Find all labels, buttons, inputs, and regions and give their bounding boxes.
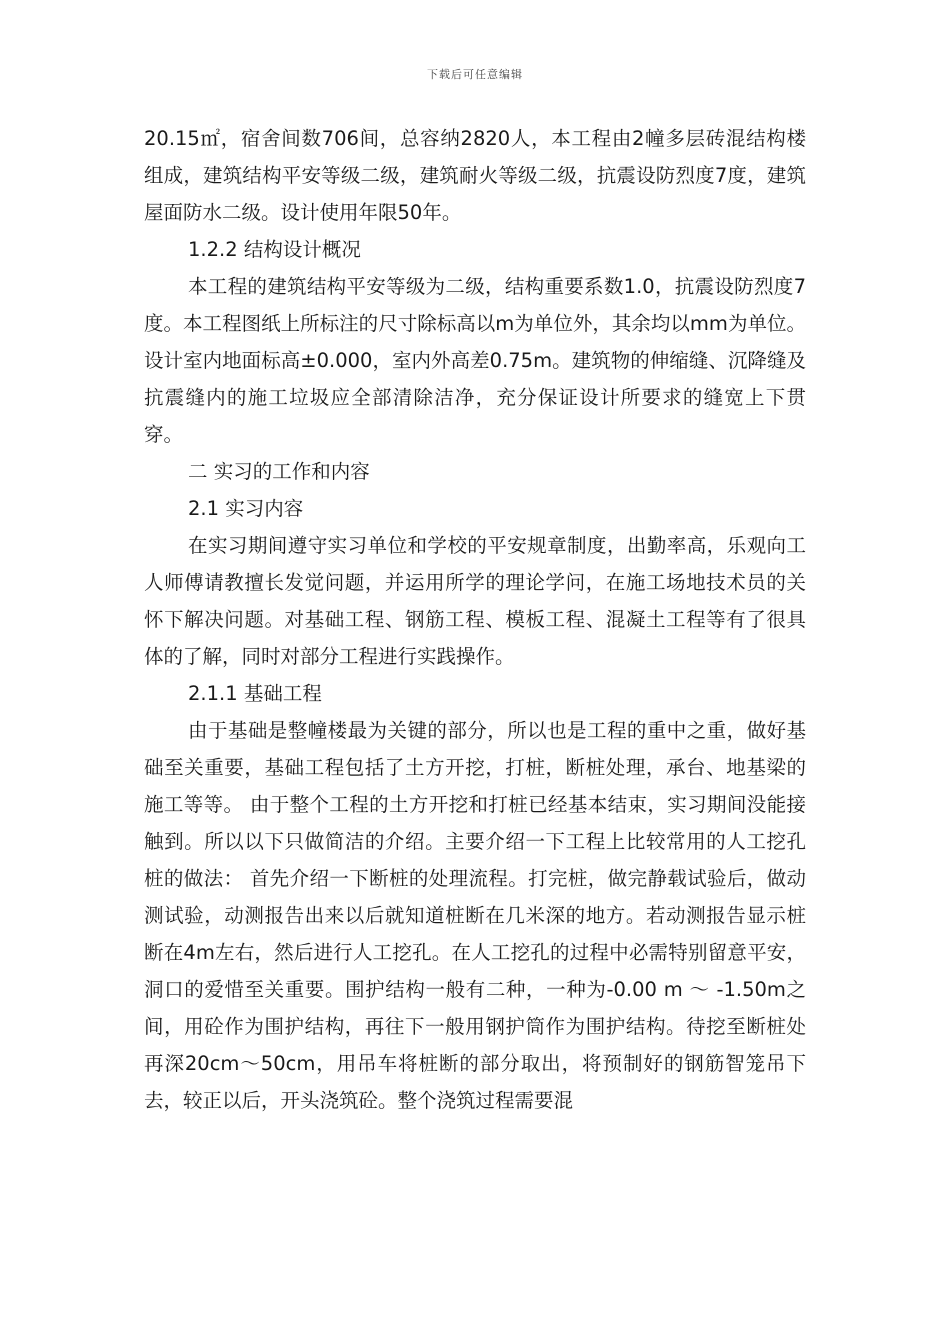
paragraph-foundation-works: 由于基础是整幢楼最为关键的部分，所以也是工程的重中之重，做好基础至关重要，基础工程包括了土方开挖，打桩，断桩处理，承台、地基梁的施工等等。 由于整个工程的土方开挖和打桩已经基本结束，实习期间没能接触到。所以以下只做简洁的介绍。主要介绍一下工程上比较常用的人工挖孔桩的做法： 首先介绍一下断桩的处理流程。打完桩，做完静载试验后，做动测试验，动测报告出来以后就知道桩断在几米深的地方。若动测报告显示桩断在4m左右，然后进行人工挖孔。在人工挖孔的过程中必需特别留意平安，洞口的爱惜至关重要。围护结构一般有二种，一种为-0.00 m ～ -1.50m之间，用砼作为围护结构，再往下一般用钢护筒作为围护结构。待挖至断桩处再深20cm～50cm，用吊车将桩断的部分取出，将预制好的钢筋智笼吊下去，较正以后，开头浇筑砼。整个浇筑过程需要混	[144, 719, 806, 1112]
heading-internship-work: 二 实习的工作和内容	[188, 460, 370, 483]
heading-foundation-works: 2.1.1 基础工程	[188, 682, 322, 705]
document-body	[144, 120, 806, 1119]
heading-structure-overview: 1.2.2 结构设计概况	[188, 238, 361, 261]
paragraph-structure-details: 本工程的建筑结构平安等级为二级，结构重要系数1.0，抗震设防烈度7度。本工程图纸上所标注的尺寸除标高以m为单位外，其余均以mm为单位。设计室内地面标高±0.000，室内外高差0.75m。建筑物的伸缩缝、沉降缝及抗震缝内的施工垃圾应全部清除洁净，充分保证设计所要求的缝宽上下贯穿。	[144, 275, 806, 446]
paragraph-building-summary: 20.15㎡，宿舍间数706间，总容纳2820人，本工程由2幢多层砖混结构楼组成，建筑结构平安等级二级，建筑耐火等级二级，抗震设防烈度7度，建筑屋面防水二级。设计使用年限50年。	[144, 127, 806, 224]
paragraph-internship-content: 在实习期间遵守实习单位和学校的平安规章制度，出勤率高，乐观向工人师傅请教擅长发觉问题，并运用所学的理论学问，在施工场地技术员的关怀下解决问题。对基础工程、钢筋工程、模板工程、混凝土工程等有了很具体的了解，同时对部分工程进行实践操作。	[144, 534, 806, 668]
heading-internship-content: 2.1 实习内容	[188, 497, 304, 520]
page-header: 下载后可任意编辑	[427, 68, 523, 81]
